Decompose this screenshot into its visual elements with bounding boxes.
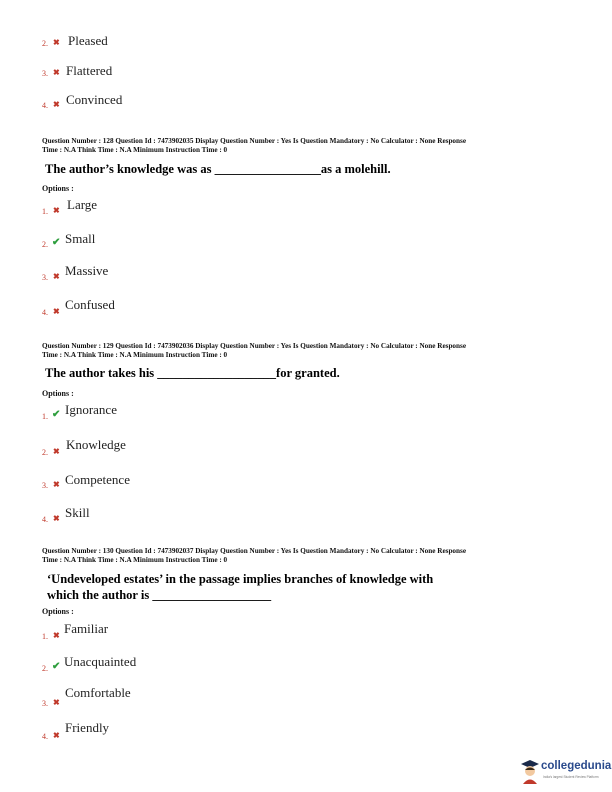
option-text: Convinced	[66, 92, 123, 107]
option-number: 4.	[42, 308, 48, 317]
options-label: Options :	[42, 389, 74, 398]
option-number: 4.	[42, 732, 48, 741]
logo-name: collegedunia	[541, 760, 612, 772]
option-number: 4.	[42, 101, 48, 110]
question-text: ‘Undeveloped estates’ in the passage implies branches of knowledge with	[47, 572, 434, 586]
wrong-mark-icon: ✖	[53, 631, 60, 640]
option-number: 3.	[42, 69, 48, 78]
question-meta: Question Number : 130 Question Id : 7473902037 Display Question Number : Yes Is Question Mandatory : No Calculator : None Response Time : N.A Think Time : N.A Minimum Instruction Time : 0	[42, 547, 467, 564]
option-text: Small	[65, 231, 96, 246]
wrong-mark-icon: ✖	[53, 100, 60, 109]
correct-mark-icon: ✔	[52, 409, 61, 420]
wrong-mark-icon: ✖	[53, 698, 60, 707]
question-text: The author takes his ___________________for granted.	[45, 366, 340, 380]
option-text: Ignorance	[65, 402, 117, 417]
wrong-mark-icon: ✖	[53, 307, 60, 316]
option-number: 3.	[42, 699, 48, 708]
option-number: 1.	[42, 412, 48, 421]
logo-tagline: India's largest Student Review Platform	[543, 775, 599, 779]
option-number: 2.	[42, 39, 48, 48]
option-number: 4.	[42, 515, 48, 524]
question-meta: Question Number : 129 Question Id : 7473902036 Display Question Number : Yes Is Question Mandatory : No Calculator : None Response Time : N.A Think Time : N.A Minimum Instruction Time : 0	[42, 342, 467, 359]
correct-mark-icon: ✔	[52, 237, 61, 248]
question-text: The author’s knowledge was as _________________as a molehill.	[45, 162, 391, 176]
option-number: 2.	[42, 664, 48, 673]
option-text: Pleased	[68, 33, 108, 48]
option-text: Unacquainted	[64, 654, 137, 669]
option-text: Comfortable	[65, 685, 131, 700]
option-text: Friendly	[65, 720, 110, 735]
question-text-continued: which the author is ___________________	[47, 588, 272, 602]
wrong-mark-icon: ✖	[53, 38, 60, 47]
option-text: Confused	[65, 297, 115, 312]
wrong-mark-icon: ✖	[53, 731, 60, 740]
wrong-mark-icon: ✖	[53, 272, 60, 281]
options-label: Options :	[42, 184, 74, 193]
option-text: Familiar	[64, 621, 109, 636]
question-meta: Question Number : 128 Question Id : 7473902035 Display Question Number : Yes Is Question Mandatory : No Calculator : None Response Time : N.A Think Time : N.A Minimum Instruction Time : 0	[42, 137, 467, 154]
option-text: Large	[67, 197, 98, 212]
option-number: 3.	[42, 273, 48, 282]
option-text: Knowledge	[66, 437, 126, 452]
option-text: Massive	[65, 263, 109, 278]
option-number: 2.	[42, 448, 48, 457]
wrong-mark-icon: ✖	[53, 206, 60, 215]
student-mascot-icon	[519, 758, 541, 784]
wrong-mark-icon: ✖	[53, 514, 60, 523]
wrong-mark-icon: ✖	[53, 447, 60, 456]
option-number: 1.	[42, 632, 48, 641]
option-text: Flattered	[66, 63, 113, 78]
option-number: 2.	[42, 240, 48, 249]
correct-mark-icon: ✔	[52, 661, 61, 672]
option-number: 3.	[42, 481, 48, 490]
collegedunia-logo	[519, 756, 612, 786]
wrong-mark-icon: ✖	[53, 480, 60, 489]
option-text: Competence	[65, 472, 130, 487]
option-number: 1.	[42, 207, 48, 216]
wrong-mark-icon: ✖	[53, 68, 60, 77]
option-text: Skill	[65, 505, 90, 520]
options-label: Options :	[42, 607, 74, 616]
